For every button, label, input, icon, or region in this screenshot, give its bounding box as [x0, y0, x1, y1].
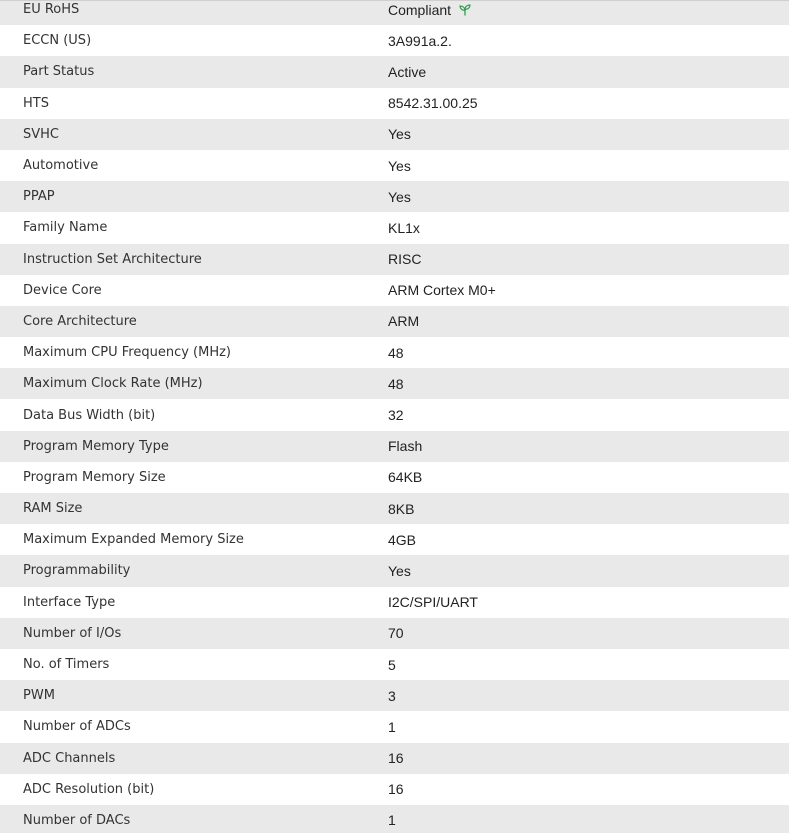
spec-value-text: 4GB [388, 531, 417, 548]
spec-value-text: Yes [388, 126, 411, 143]
spec-value-text: 8KB [388, 500, 415, 517]
spec-value-text: 16 [388, 750, 404, 767]
spec-label: PWM [23, 688, 55, 704]
spec-value-text: 1 [388, 812, 396, 829]
spec-row [0, 150, 789, 181]
spec-value [388, 407, 789, 423]
spec-value [388, 95, 789, 111]
spec-value [388, 2, 789, 18]
spec-value [388, 220, 789, 236]
spec-value [388, 812, 789, 828]
spec-row [0, 462, 789, 493]
spec-value-text: Yes [388, 562, 411, 579]
spec-value [388, 33, 789, 49]
spec-row [0, 337, 789, 368]
spec-value [388, 594, 789, 610]
spec-label: Family Name [23, 220, 108, 236]
spec-row [0, 680, 789, 711]
spec-value [388, 625, 789, 641]
spec-label: ADC Resolution (bit) [23, 781, 155, 797]
spec-row [0, 0, 789, 25]
spec-row [0, 244, 789, 275]
spec-row [0, 25, 789, 56]
spec-value [388, 251, 789, 267]
spec-row [0, 618, 789, 649]
spec-label: HTS [23, 95, 49, 111]
spec-label: Device Core [23, 282, 102, 298]
spec-value [388, 158, 789, 174]
spec-label: Program Memory Size [23, 469, 166, 485]
spec-row [0, 275, 789, 306]
spec-label: Part Status [23, 64, 95, 80]
spec-value [388, 657, 789, 673]
spec-label: Automotive [23, 158, 99, 174]
spec-value-text: 64KB [388, 469, 423, 486]
spec-row [0, 88, 789, 119]
spec-row [0, 212, 789, 243]
spec-row [0, 805, 789, 833]
spec-value-text: Yes [388, 188, 411, 205]
spec-value [388, 688, 789, 704]
spec-row [0, 555, 789, 586]
spec-row [0, 743, 789, 774]
spec-row [0, 181, 789, 212]
spec-value-text: I2C/SPI/UART [388, 594, 478, 611]
spec-value-text: 48 [388, 375, 404, 392]
spec-value [388, 501, 789, 517]
spec-label: Number of I/Os [23, 625, 122, 641]
spec-row [0, 431, 789, 462]
spec-value [388, 189, 789, 205]
spec-label: No. of Timers [23, 657, 110, 673]
spec-value-text: 8542.31.00.25 [388, 95, 478, 112]
spec-value [388, 438, 789, 454]
spec-row [0, 649, 789, 680]
spec-value [388, 64, 789, 80]
spec-value [388, 532, 789, 548]
spec-value-text: 5 [388, 656, 396, 673]
spec-label: Programmability [23, 563, 131, 579]
spec-value-text: 70 [388, 625, 404, 642]
spec-label: Maximum CPU Frequency (MHz) [23, 345, 231, 361]
spec-label: ADC Channels [23, 750, 116, 766]
spec-value [388, 563, 789, 579]
spec-value-text: Flash [388, 438, 423, 455]
spec-row [0, 306, 789, 337]
spec-label: Program Memory Type [23, 438, 169, 454]
spec-label: Core Architecture [23, 313, 137, 329]
spec-value-text: 3 [388, 687, 396, 704]
spec-value [388, 469, 789, 485]
spec-value-text: 48 [388, 344, 404, 361]
spec-row [0, 587, 789, 618]
spec-row [0, 524, 789, 555]
spec-label: Maximum Expanded Memory Size [23, 532, 244, 548]
spec-row [0, 56, 789, 87]
spec-row [0, 368, 789, 399]
spec-row [0, 493, 789, 524]
spec-value [388, 750, 789, 766]
spec-value-text: Active [388, 63, 427, 80]
spec-row [0, 711, 789, 742]
spec-value-text: ARM [388, 313, 420, 330]
spec-value [388, 719, 789, 735]
spec-value-text: RISC [388, 251, 422, 268]
spec-label: PPAP [23, 189, 55, 205]
spec-value [388, 376, 789, 392]
spec-label: Data Bus Width (bit) [23, 407, 156, 423]
spec-value-text: 32 [388, 407, 404, 424]
spec-value-text: 3A991a.2. [388, 32, 452, 49]
spec-label: Instruction Set Architecture [23, 251, 202, 267]
spec-value [388, 345, 789, 361]
spec-value-text: Compliant [388, 1, 452, 18]
spec-label: SVHC [23, 126, 59, 142]
spec-value-text: 16 [388, 781, 404, 798]
spec-label: Interface Type [23, 594, 116, 610]
spec-value-text: 1 [388, 718, 396, 735]
spec-value [388, 282, 789, 298]
spec-value-text: KL1x [388, 219, 420, 236]
spec-label: Number of ADCs [23, 719, 131, 735]
spec-label: Number of DACs [23, 812, 131, 828]
spec-row [0, 774, 789, 805]
spec-value [388, 126, 789, 142]
spec-label: Maximum Clock Rate (MHz) [23, 376, 203, 392]
spec-value-text: Yes [388, 157, 411, 174]
spec-row [0, 399, 789, 430]
spec-value [388, 781, 789, 797]
spec-row [0, 119, 789, 150]
spec-value [388, 313, 789, 329]
spec-label: EU RoHS [23, 2, 80, 18]
leaf-icon [458, 3, 472, 17]
spec-value-text: ARM Cortex M0+ [388, 282, 496, 299]
spec-label: ECCN (US) [23, 33, 92, 49]
spec-label: RAM Size [23, 501, 83, 517]
